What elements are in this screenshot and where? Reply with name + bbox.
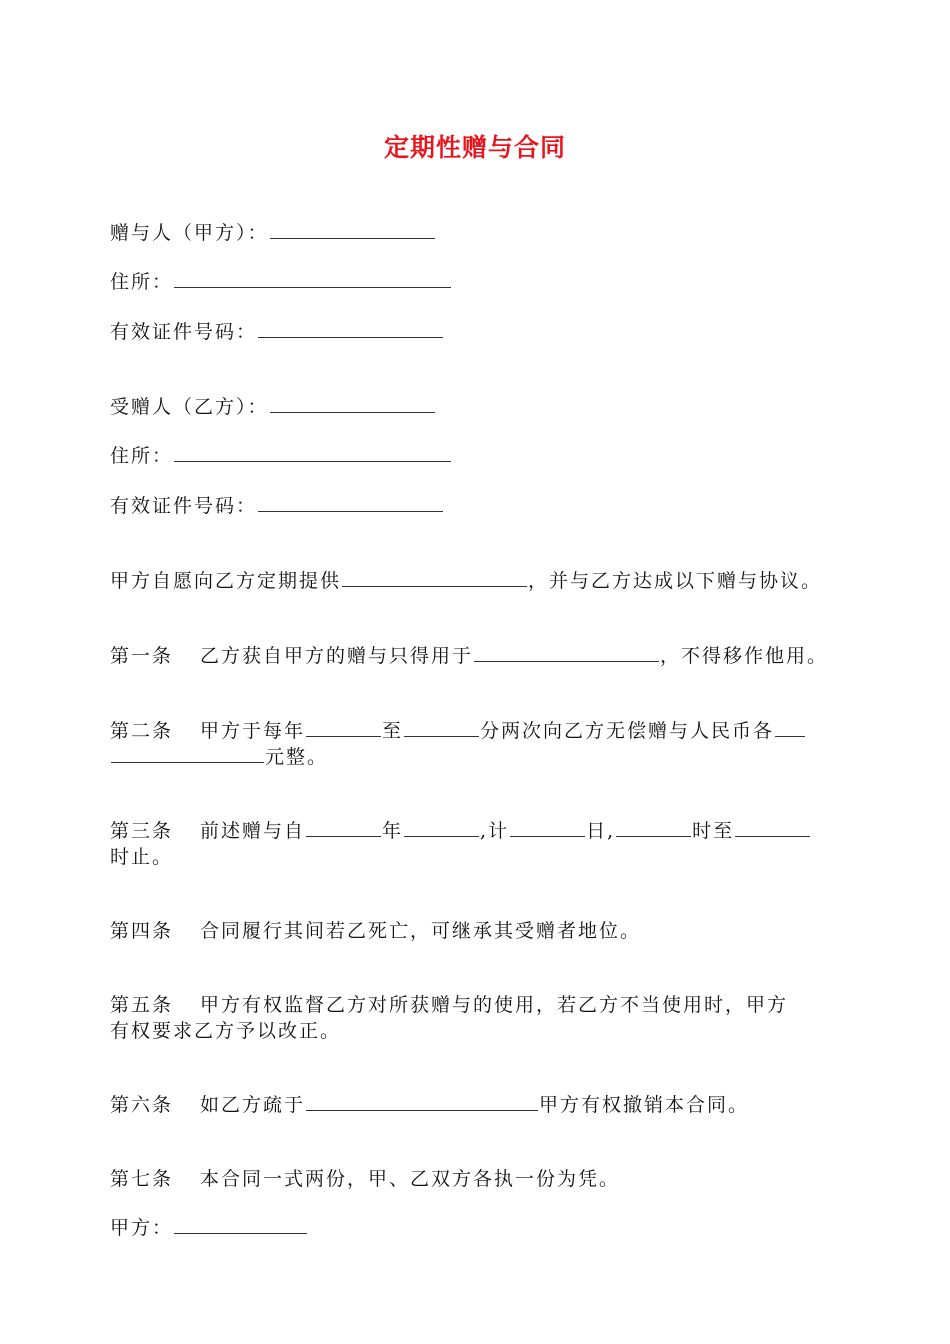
intro-after: ，并与乙方达成以下赠与协议。	[528, 570, 823, 592]
article-5-label: 第五条	[110, 994, 174, 1016]
article-2-label: 第二条	[110, 720, 174, 742]
donee-name-blank[interactable]	[270, 394, 435, 413]
article-2-p4: 元整。	[265, 746, 329, 768]
donee-name-line	[110, 394, 436, 420]
article-6-after: 甲方有权撤销本合同。	[539, 1094, 750, 1116]
article-5-line2: 有权要求乙方予以改正。	[110, 1020, 342, 1042]
article-3-p2: 年	[382, 820, 404, 842]
month-start-blank[interactable]	[306, 718, 381, 737]
usage-purpose-blank[interactable]	[474, 643, 659, 662]
donor-id-label: 有效证件号码：	[110, 321, 258, 343]
document-title: 定期性赠与合同	[383, 133, 566, 162]
article-3-line-1	[110, 818, 811, 844]
donee-id-blank[interactable]	[258, 493, 443, 512]
neglect-condition-blank[interactable]	[306, 1092, 538, 1111]
intro-line	[110, 568, 822, 594]
article-2-p1: 甲方于每年	[200, 720, 306, 742]
article-3-p4: 日,	[586, 820, 616, 842]
article-7	[110, 1166, 620, 1192]
article-6-label: 第六条	[110, 1094, 174, 1116]
donor-name-line	[110, 220, 436, 246]
article-1-before: 乙方获自甲方的赠与只得用于	[200, 645, 474, 667]
start-date-blank[interactable]	[404, 818, 479, 837]
article-2-p3: 分两次向乙方无偿赠与人民币各	[480, 720, 775, 742]
donor-id-line	[110, 319, 444, 345]
amount-blank-part-2[interactable]	[111, 744, 264, 763]
article-6-before: 如乙方疏于	[200, 1094, 306, 1116]
donee-address-line	[110, 443, 452, 469]
article-5-line-1	[110, 992, 788, 1018]
donor-name-blank[interactable]	[270, 220, 435, 239]
article-3-p5: 时至	[692, 820, 735, 842]
article-3-p3: ,计	[480, 820, 510, 842]
article-4-text: 合同履行其间若乙死亡，可继承其受赠者地位。	[200, 920, 642, 942]
start-year-blank[interactable]	[306, 818, 381, 837]
start-time-blank[interactable]	[616, 818, 691, 837]
party-a-signature-blank[interactable]	[174, 1215, 307, 1234]
donee-address-blank[interactable]	[174, 443, 451, 462]
gift-item-blank[interactable]	[342, 568, 527, 587]
article-1-label: 第一条	[110, 645, 174, 667]
day-count-blank[interactable]	[510, 818, 585, 837]
article-5-line-2	[110, 1018, 341, 1044]
article-2-line-2	[110, 744, 328, 770]
article-2-p2: 至	[382, 720, 404, 742]
article-2-line-1	[110, 718, 806, 744]
intro-before: 甲方自愿向乙方定期提供	[110, 570, 342, 592]
signature-party-a	[110, 1215, 308, 1241]
article-7-label: 第七条	[110, 1168, 174, 1190]
article-1	[110, 643, 828, 669]
donee-name-label: 受赠人（乙方）：	[110, 396, 269, 418]
end-time-blank[interactable]	[735, 818, 810, 837]
donor-id-blank[interactable]	[258, 319, 443, 338]
amount-blank-part-1[interactable]	[775, 718, 805, 737]
donor-address-line	[110, 269, 452, 295]
donee-id-label: 有效证件号码：	[110, 495, 258, 517]
party-a-label: 甲方：	[110, 1217, 174, 1239]
article-4	[110, 918, 641, 944]
article-3-line-2	[110, 844, 173, 870]
donor-name-label: 赠与人（甲方）：	[110, 222, 269, 244]
donee-id-line	[110, 493, 444, 519]
donee-address-label: 住所：	[110, 445, 174, 467]
donor-address-blank[interactable]	[174, 269, 451, 288]
article-3-p6: 时止。	[110, 846, 174, 868]
article-5-line1: 甲方有权监督乙方对所获赠与的使用，若乙方不当使用时，甲方	[200, 994, 789, 1016]
donor-address-label: 住所：	[110, 271, 174, 293]
article-1-after: ，不得移作他用。	[660, 645, 829, 667]
article-4-label: 第四条	[110, 920, 174, 942]
article-3-p1: 前述赠与自	[200, 820, 306, 842]
article-3-label: 第三条	[110, 820, 174, 842]
article-7-text: 本合同一式两份，甲、乙双方各执一份为凭。	[200, 1168, 621, 1190]
month-end-blank[interactable]	[404, 718, 479, 737]
article-6	[110, 1092, 749, 1118]
